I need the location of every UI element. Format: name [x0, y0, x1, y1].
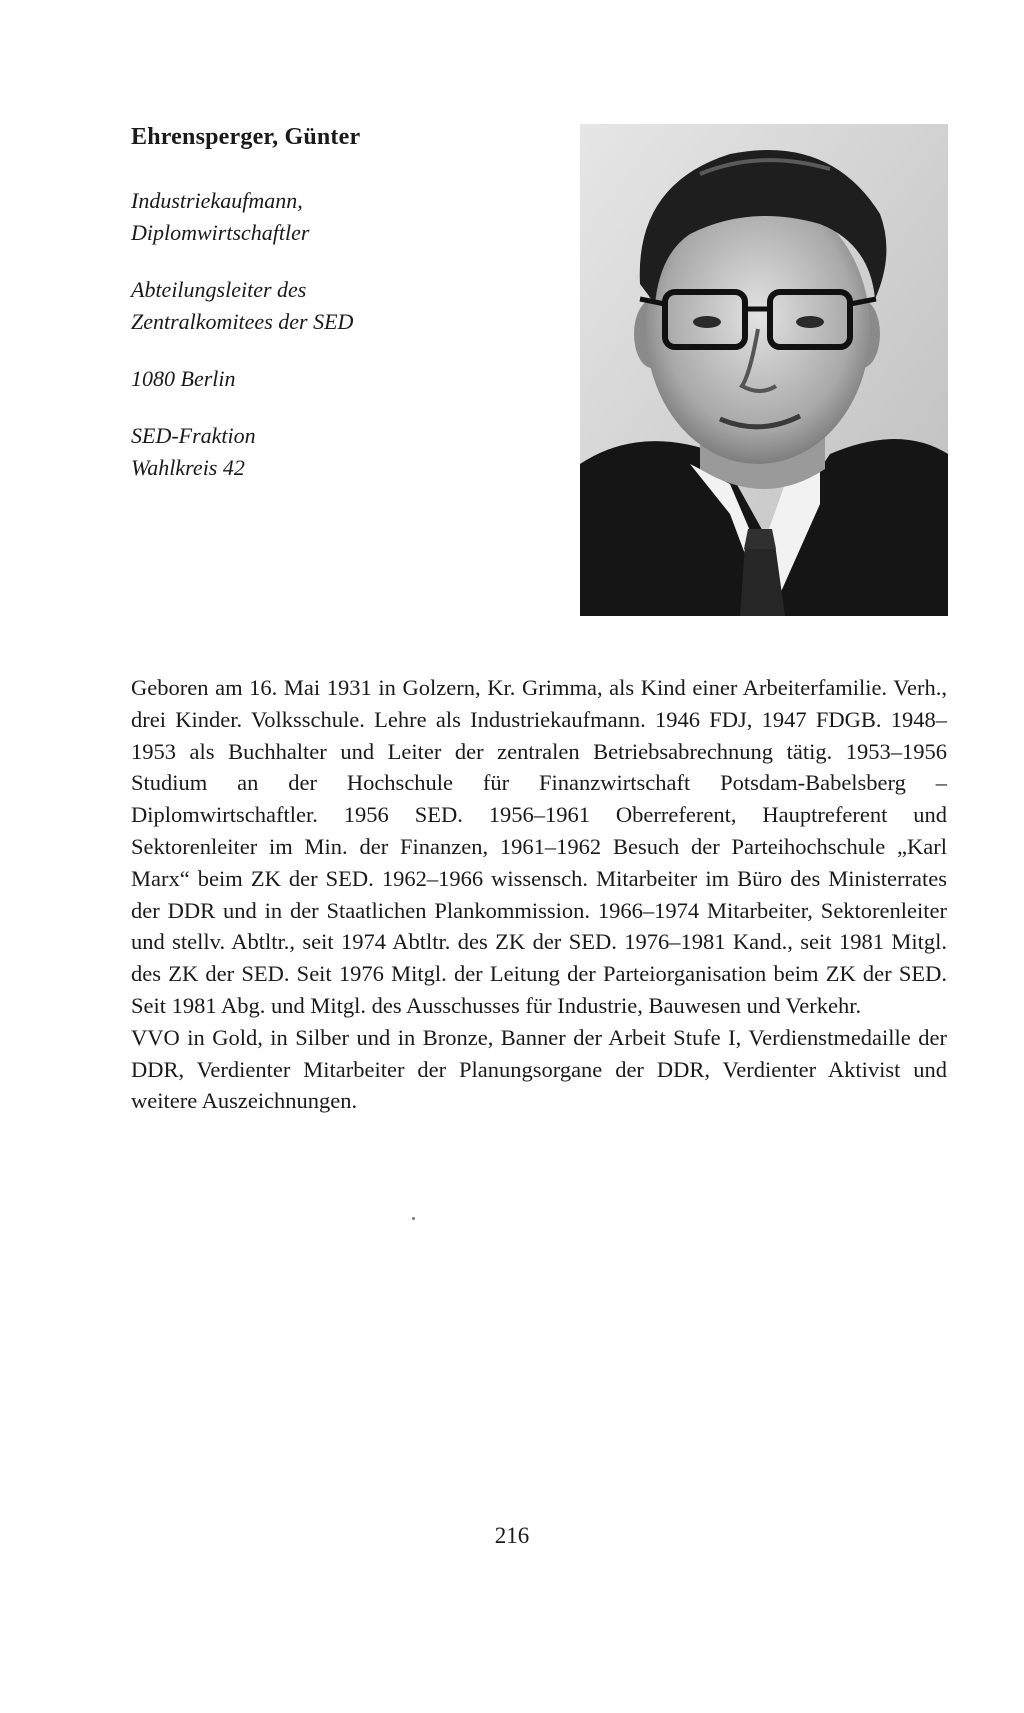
profession-line: Diplomwirtschaftler	[131, 220, 310, 245]
portrait-illustration	[580, 124, 948, 616]
faction	[131, 420, 551, 484]
position	[131, 274, 551, 338]
position-line: Zentralkomitees der SED	[131, 309, 354, 334]
biography-paragraph: VVO in Gold, in Silber und in Bronze, Banner der Arbeit Stufe I, Verdienstmedaille der DDR, Verdienter Mitarbeiter der Planungsorgane der DDR, Verdienter Aktivist und weitere Auszeichnungen.	[131, 1024, 947, 1114]
biography	[131, 672, 947, 1117]
profession	[131, 185, 551, 249]
page-number: 216	[494, 1523, 530, 1548]
portrait-photo	[580, 124, 948, 616]
person-info	[131, 185, 551, 509]
biography-paragraph: Geboren am 16. Mai 1931 in Golzern, Kr. Grimma, als Kind einer Arbeiterfamilie. Verh., drei Kinder. Volksschule. Lehre als Industriekaufmann. 1946 FDJ, 1947 FDGB. 1948–1953 als Buchhalter und Leiter der zentralen Betriebsabrechnung tätig. 1953–1956 Studium an der Hochschule für Finanzwirtschaft Potsdam-Babelsberg – Diplomwirtschaftler. 1956 SED. 1956–1961 Oberreferent, Hauptreferent und Sektorenleiter im Min. der Finanzen, 1961–1962 Besuch der Parteihochschule „Karl Marx“ beim ZK der SED. 1962–1966 wissensch. Mitarbeiter im Büro des Ministerrates der DDR und in der Staatlichen Plankommission. 1966–1974 Mitarbeiter, Sektorenleiter und stellv. Abtltr., seit 1974 Abtltr. des ZK der SED. 1976–1981 Kand., seit 1981 Mitgl. des ZK der SED. Seit 1976 Mitgl. der Leitung der Parteiorganisation beim ZK der SED. Seit 1981 Abg. und Mitgl. des Ausschusses für Industrie, Bauwesen und Verkehr.	[131, 675, 947, 1018]
faction-line: SED-Fraktion	[131, 423, 256, 448]
location-line: 1080 Berlin	[131, 366, 236, 391]
position-line: Abteilungsleiter des	[131, 277, 307, 302]
faction-line: Wahlkreis 42	[131, 455, 245, 480]
profession-line: Industriekaufmann,	[131, 188, 303, 213]
print-speck	[412, 1217, 415, 1220]
location	[131, 363, 551, 395]
person-name: Ehrensperger, Günter	[131, 124, 361, 150]
